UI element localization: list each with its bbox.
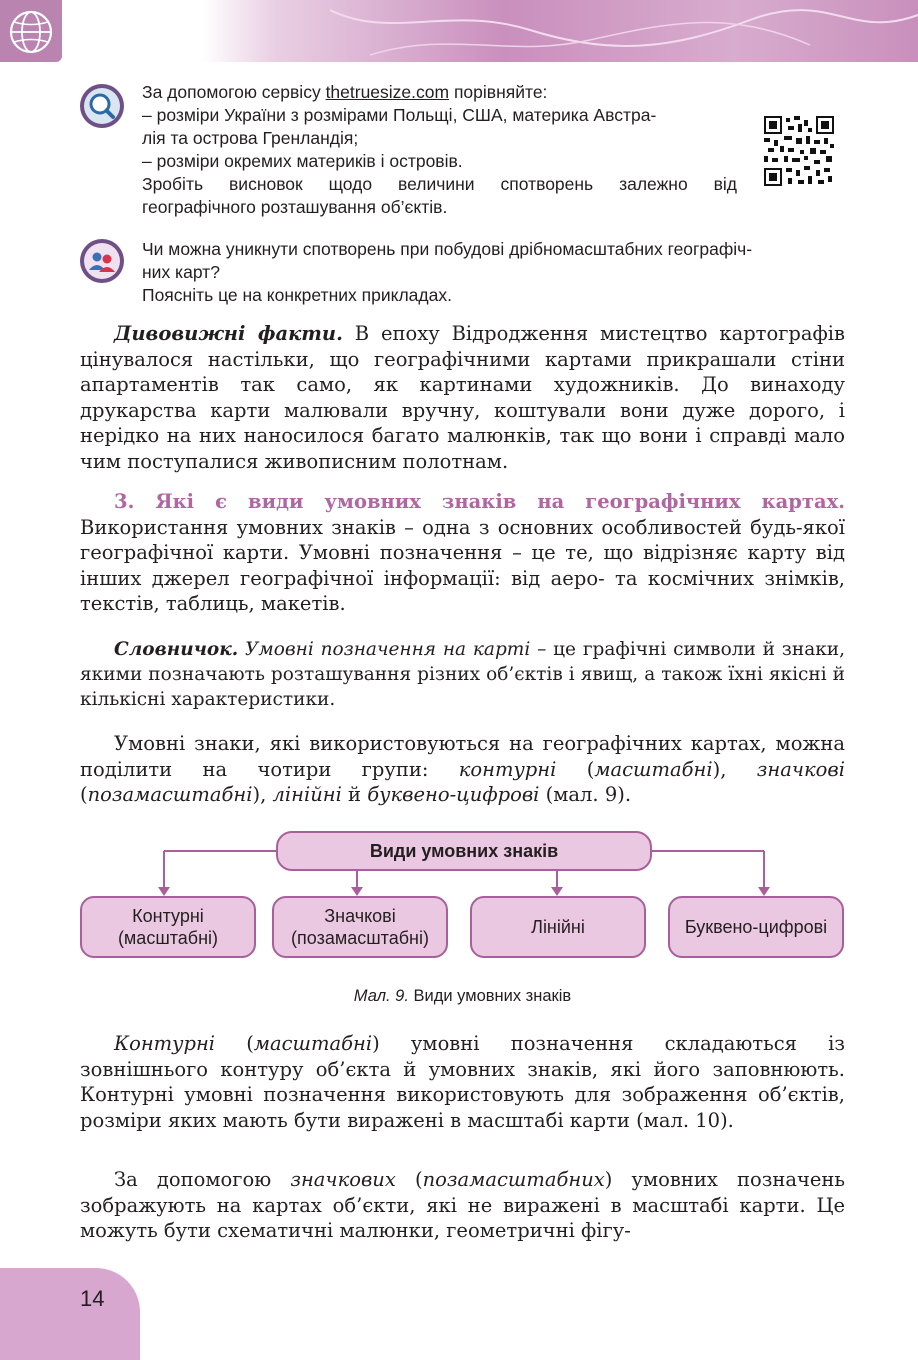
section-3-text: Використання умовних знаків – одна з основних особливостей будь-якої географічної карти. Умовні позначення – це те, що відрізняє карту від інших джерел географічної інформації: від аеро- та космічних знімків, текстів, таблиць, макетів. [80,515,845,615]
header-map-decoration [330,0,918,62]
diagram-root-box [276,831,652,871]
task2-line2: них карт? [142,262,220,282]
page-number-tab [0,1268,140,1360]
glossary-text: – це графічні символи й знаки, якими позначають розташування різних об’єктів і явищ, а також їхні якісні й кількісні характеристики. [80,639,845,710]
globe-icon [8,9,54,55]
glossary-term: Умовні позначення на карті [245,639,531,660]
page-number: 14 [80,1286,105,1311]
thetruesize-link[interactable]: thetruesize.com [325,82,450,102]
section-3-paragraph [80,489,845,617]
diagram-root-label: Види умовних знаків [369,841,559,861]
glossary-label: Словничок. [114,639,239,660]
people-icon-badge [80,239,124,283]
facts-label: Дивовижні факти. [114,322,343,345]
diagram-box-icon-signs [272,896,448,958]
facts-text: В епоху Відродження мистецтво картографів цінувалося настільки, що географічними картами прикрашали стіни апартаментів так само, як картинами художників. До винаходу друкарства карти малювали вручну, коштували вони дуже дорого, і нерідко на них наносилося багато малюнків, так що вони і справді мало чим поступалися живописним полотнам. [80,322,846,473]
section-3-heading: 3. Які є види умовних знаків на географічних картах. [114,490,845,513]
facts-paragraph [80,321,845,474]
task1-line6: географічного розташування об’єктів. [142,197,448,217]
search-icon-badge [80,84,124,128]
task2-line3: Поясніть це на конкретних прикладах. [142,285,452,305]
task1-line5: Зробіть висновок щодо величини спотворень залежно від [142,174,737,194]
groups-paragraph: Умовні знаки, які використовуються на географічних картах, можна поділити на чотири групи: контурні (масштабні), значкові (позамасштабні), лінійні й буквено-цифрові (мал. 9). [80,732,845,806]
box-icon-line2: (позамасштабні) [291,928,429,948]
qr-code[interactable] [764,116,834,186]
figure-caption-number: Мал. 9. [353,987,409,1005]
box-icon-line1: Значкові [324,906,396,926]
header-band [0,0,918,62]
glossary-paragraph [80,637,845,712]
task1-line4: – розміри окремих материків і островів. [142,151,463,171]
diagram-box-linear [470,896,646,958]
diagram-box-contour [80,896,256,958]
task2-line1: Чи можна уникнути спотворень при побудові дрібномасштабних географіч- [142,239,753,259]
icon-signs-paragraph: За допомогою значкових (позамасштабних) умовних позначень зображують на картах об’єкти, які не виражені в масштабі карти. Це можуть бути схематичні малюнки, геометричні фігу- [80,1168,845,1242]
contour-paragraph: Контурні (масштабні) умовні позначення складаються із зовнішнього контуру об’єкта й умовних знаків, які його заповнюють. Контурні умовні позначення використовують для зображення об’єктів, розміри яких мають бути виражені в масштабі карти (мал. 10). [80,1032,846,1132]
people-icon [80,239,124,283]
search-icon [80,84,124,128]
box-contour-line2: (масштабні) [117,928,219,948]
task1-line3: лія та острова Гренландія; [142,128,359,148]
figure-caption-text: Види умовних знаків [408,987,572,1005]
task-distortion-question [142,238,848,307]
task1-line2: – розміри України з розмірами Польщі, США, материка Австра- [142,105,657,125]
box-linear-label: Лінійні [531,917,585,937]
diagram-box-alphanumeric [668,896,844,958]
box-alphanumeric-label: Буквено-цифрові [684,917,828,937]
figure-caption [80,987,845,1006]
task1-line1: За допомогою сервісу thetruesize.com порівняйте: [142,82,548,102]
box-contour-line1: Контурні [132,906,204,926]
task-thetruesize [142,81,737,219]
